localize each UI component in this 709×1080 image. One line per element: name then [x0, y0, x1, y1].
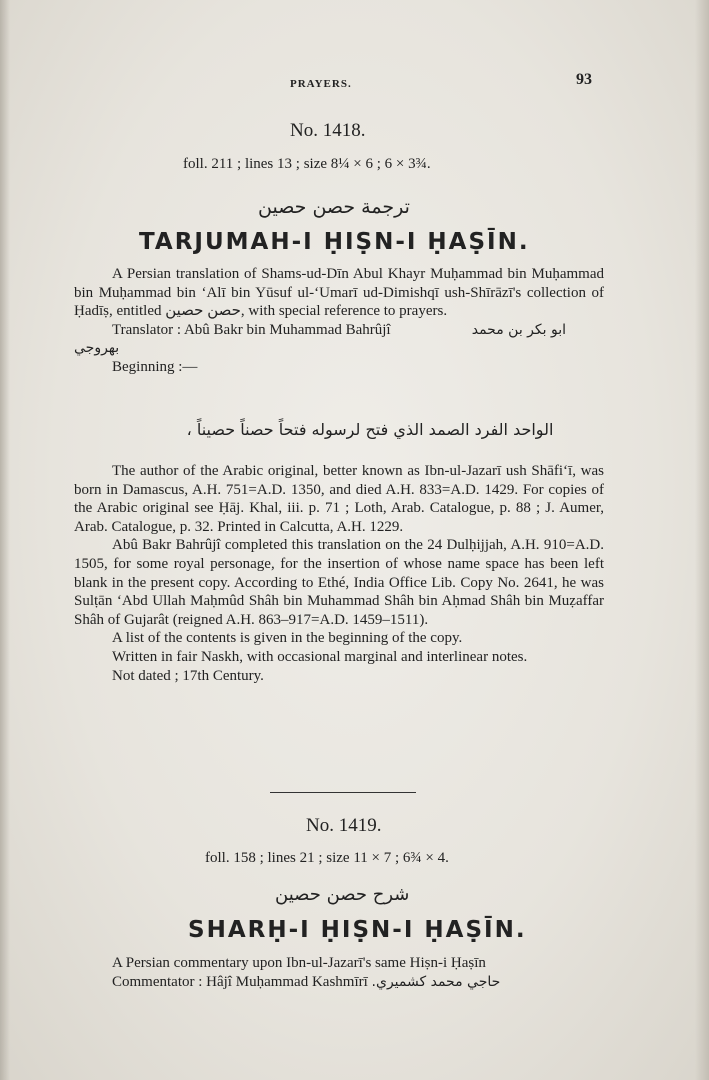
- author-paragraph: The author of the Arabic original, better known as Ibn-ul-Jazarī ush Shāfi‘ī, was born in Damascus, A.H. 751=A.D. 1350, and died A.H. 833=A.D. 1429. For copies of the Arabic original see Ḥāj. Khal, iii. p. 71 ; Loth, Arab. Catalogue, p. 88 ; J. Aumer, Arab. Catalogue, p. 32. Printed in Calcutta, A.H. 1229.: [74, 463, 604, 535]
- completion-paragraph: Abû Bakr Bahrûjî completed this translation on the 24 Dulḥijjah, A.H. 910=A.D. 1505, for some royal personage, for the insertion of whose name space has been left blank in the present copy. According to Ethé, India Office Lib. Copy No. 2641, he was Sulṭān ‘Abd Ullah Maḥmûd Shâh bin Muhammad Shâh bin Aḥmad Shâh bin Muẓaffar Shâh of Gujarât (reigned A.H. 863–917=A.D. 1459–1511).: [74, 537, 604, 628]
- entry-number-1418: No. 1418.: [290, 120, 366, 141]
- page-number: 93: [576, 71, 592, 88]
- contents-note: A list of the contents is given in the beginning of the copy.: [112, 630, 463, 647]
- translator-label: Translator : Abû Bakr bin Muhammad Bahrûjî: [112, 321, 391, 338]
- script-note: Written in fair Naskh, with occasional marginal and interlinear notes.: [112, 648, 528, 665]
- running-head: PRAYERS.: [290, 78, 352, 90]
- entry-title-1419: SHARḤ-I ḤIṢN-I ḤAṢĪN.: [188, 917, 527, 943]
- page-right-edge-shadow: [695, 0, 709, 1080]
- commentary-description: A Persian commentary upon Ibn-ul-Jazarī's same Hiṣn-i Ḥaṣīn: [112, 955, 486, 971]
- entry-title-1418: TARJUMAH-I ḤIṢN-I ḤAṢĪN.: [139, 229, 530, 255]
- commentator-arabic: حاجي محمد كشميري.: [371, 973, 501, 990]
- commentator-label: Commentator : Hâjî Muḥammad Kashmīrī: [112, 973, 368, 990]
- translator-line: [74, 321, 604, 340]
- section-divider: [270, 792, 416, 793]
- entry-body-1418-a: [74, 265, 604, 377]
- page-left-edge-shadow: [0, 0, 10, 1080]
- entry-body-1419: [74, 954, 604, 991]
- beginning-arabic-text: الواحد الفرد الصمد الذي فتح لرسوله فتحاً حصناً حصيناً ،: [186, 420, 554, 439]
- commentator-line: [74, 973, 604, 992]
- entry-body-1418-b: [74, 462, 604, 685]
- translator-arabic-line-2: [74, 339, 604, 358]
- translator-arabic: ابو بكر بن محمد: [471, 321, 566, 338]
- folio-info-1418: foll. 211 ; lines 13 ; size 8¼ × 6 ; 6 × 3¾.: [183, 156, 431, 172]
- translator-arabic-continued: بهروجي: [74, 340, 120, 357]
- arabic-title-1418: ترجمة حصن حصين: [258, 196, 410, 218]
- entry-number-1419: No. 1419.: [306, 815, 382, 836]
- description-paragraph: A Persian translation of Shams-ud-Dīn Abul Khayr Muḥammad bin Muḥammad bin Muḥammad bin ‘Alī bin Yūsuf ul-‘Umarī ud-Dimishqī ush-Shīrāzī's collection of Ḥadīṣ, entitled حصن حصين, with special reference to prayers.: [74, 266, 604, 320]
- arabic-title-1419: شرح حصن حصين: [275, 884, 410, 905]
- beginning-label: Beginning :—: [112, 358, 198, 375]
- folio-info-1419: foll. 158 ; lines 21 ; size 11 × 7 ; 6¾ × 4.: [205, 850, 449, 866]
- date-note: Not dated ; 17th Century.: [112, 667, 264, 684]
